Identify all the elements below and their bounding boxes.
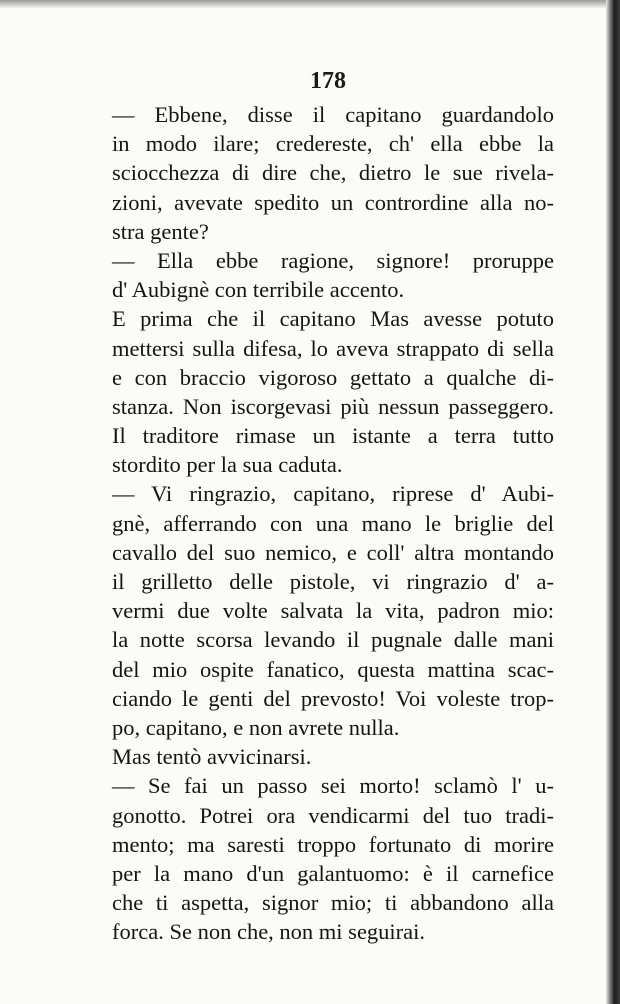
text-line: il grilletto delle pistole, vi ringrazio d' a- xyxy=(112,569,554,594)
text-line: stordito per la sua caduta. xyxy=(112,452,343,478)
text-line: del mio ospite fanatico, questa mattina scac- xyxy=(112,656,554,682)
text-line: che ti aspetta, signor mio; ti abbandono alla xyxy=(112,890,554,916)
text-line: zioni, avevate spedito un contrordine alla no- xyxy=(112,189,554,215)
text-line: E prima che il capitano Mas avesse potuto xyxy=(112,306,554,332)
body-text xyxy=(112,100,554,946)
text-line: Il traditore rimase un istante a terra tutto xyxy=(112,423,554,449)
text-line: — Se fai un passo sei morto! sclamò l' u- xyxy=(112,773,554,799)
text-line: — Ebbene, disse il capitano guardandolo xyxy=(112,102,554,127)
text-line: ciando le genti del prevosto! Voi voleste trop- xyxy=(112,685,554,711)
text-line: per la mano d'un galantuomo: è il carnefice xyxy=(112,860,554,886)
text-line: — Ella ebbe ragione, signore! proruppe xyxy=(112,247,554,273)
text-line: stra gente? xyxy=(112,218,209,244)
text-line: — Vi ringrazio, capitano, riprese d' Aubi- xyxy=(112,481,554,507)
page-number: 178 xyxy=(310,68,346,94)
text-line: Mas tentò avvicinarsi. xyxy=(112,744,312,770)
text-line: stanza. Non iscorgevasi più nessun passeggero. xyxy=(112,393,554,419)
text-line: e con braccio vigoroso gettato a qualche di- xyxy=(112,364,554,390)
text-line: gnè, afferrando con una mano le briglie del xyxy=(112,510,554,536)
text-line: la notte scorsa levando il pugnale dalle mani xyxy=(112,627,554,653)
text-line: d' Aubignè con terribile accento. xyxy=(112,277,405,303)
page-top-edge xyxy=(0,0,620,8)
text-line: sciocchezza di dire che, dietro le sue rivela- xyxy=(112,160,554,186)
text-line: vermi due volte salvata la vita, padron mio: xyxy=(112,598,554,624)
text-line: in modo ilare; credereste, ch' ella ebbe la xyxy=(112,131,554,157)
text-line: mento; ma saresti troppo fortunato di morire xyxy=(112,831,554,857)
text-line: cavallo del suo nemico, e coll' altra montando xyxy=(112,539,554,565)
text-line: mettersi sulla difesa, lo aveva strappato di sella xyxy=(112,335,554,361)
text-line: gonotto. Potrei ora vendicarmi del tuo tradi- xyxy=(112,802,554,828)
text-line: po, capitano, e non avrete nulla. xyxy=(112,714,400,740)
text-line: forca. Se non che, non mi seguirai. xyxy=(112,919,426,945)
page-binding-edge xyxy=(606,0,620,1004)
